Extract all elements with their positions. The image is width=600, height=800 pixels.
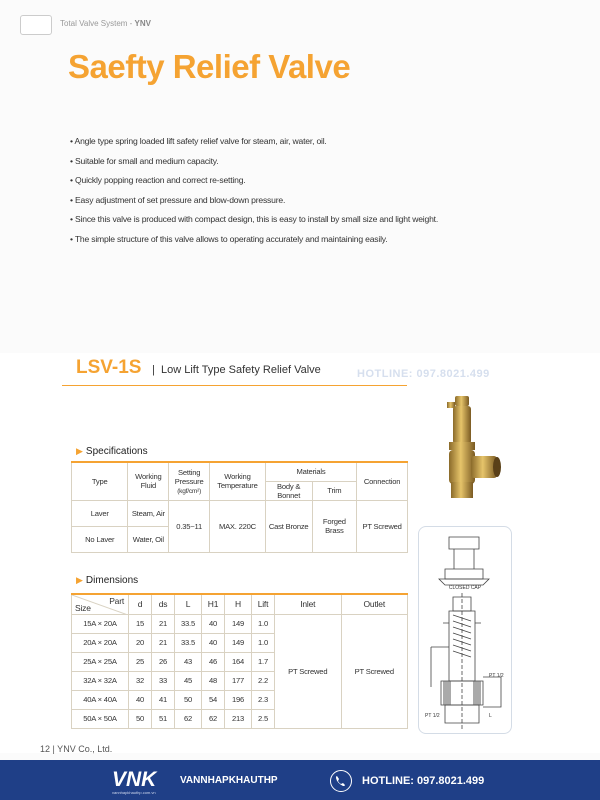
dim-cell-h: 149 — [225, 614, 252, 633]
feature-item: • Suitable for small and medium capacity. — [70, 156, 550, 166]
pt-label-inlet: PT 1/2 — [425, 713, 440, 719]
dim-inlet: PT Screwed — [275, 614, 342, 728]
dim-cell-h: 177 — [225, 671, 252, 690]
feature-item: • Quickly popping reaction and correct re-setting. — [70, 175, 550, 185]
header-tab-box — [20, 15, 52, 35]
table-row — [72, 500, 408, 526]
dim-cell-h: 149 — [225, 633, 252, 652]
technical-drawing — [419, 527, 511, 733]
spec-pressure: 0.35~11 — [169, 500, 210, 552]
feature-item: • Since this valve is produced with compact design, this is easy to install by small size and light weight. — [70, 214, 550, 224]
specifications-table — [71, 461, 408, 553]
dim-cell-l: 33.5 — [175, 614, 202, 633]
spec-header-connection: Connection — [357, 462, 408, 500]
dim-cell-size: 50A × 50A — [72, 709, 129, 728]
dim-cell-l: 33.5 — [175, 633, 202, 652]
specifications-heading: ▶ Specifications — [76, 446, 148, 457]
header-series: Total Valve System - YNV — [60, 19, 151, 28]
feature-item: • Angle type spring loaded lift safety relief valve for steam, air, water, oil. — [70, 136, 550, 146]
dim-cell-d: 20 — [129, 633, 152, 652]
dim-header-l: L — [175, 594, 202, 614]
dim-cell-d: 15 — [129, 614, 152, 633]
dim-header-size-part: Part Size — [72, 594, 129, 614]
dim-cell-l: 43 — [175, 652, 202, 671]
page-footer: 12 | YNV Co., Ltd. — [40, 744, 113, 754]
spec-fluid: Water, Oil — [128, 526, 169, 552]
dim-header-lift: Lift — [252, 594, 275, 614]
triangle-icon: ▶ — [76, 575, 83, 585]
dim-cell-ds: 41 — [152, 690, 175, 709]
spec-trim: Forged Brass — [312, 500, 357, 552]
pt-label-outlet: PT 1/2 — [489, 673, 504, 679]
logo-mark: VNK — [112, 768, 157, 791]
page-title: Saefty Relief Valve — [68, 48, 351, 85]
dim-cell-lift: 2.5 — [252, 709, 275, 728]
vnk-logo — [112, 767, 174, 795]
l-dimension-label: L — [489, 713, 492, 719]
dim-cell-size: 32A × 32A — [72, 671, 129, 690]
dim-cell-size: 40A × 40A — [72, 690, 129, 709]
dim-cell-d: 32 — [129, 671, 152, 690]
spec-header-materials: Materials — [265, 462, 356, 481]
dim-cell-h: 196 — [225, 690, 252, 709]
dim-cell-h1: 40 — [202, 633, 225, 652]
dim-cell-lift: 1.0 — [252, 614, 275, 633]
table-row — [72, 614, 408, 633]
spec-header-trim: Trim — [312, 481, 357, 500]
dim-header-inlet: Inlet — [275, 594, 342, 614]
dim-header-outlet: Outlet — [341, 594, 408, 614]
spec-connection: PT Screwed — [357, 500, 408, 552]
dimensions-table — [71, 593, 408, 729]
dim-cell-ds: 51 — [152, 709, 175, 728]
spec-header-fluid: Working Fluid — [128, 462, 169, 500]
dim-cell-d: 50 — [129, 709, 152, 728]
dim-cell-size: 25A × 25A — [72, 652, 129, 671]
dim-cell-h: 164 — [225, 652, 252, 671]
footer-brand: VANNHAPKHAUTHP — [180, 775, 278, 786]
spec-type: Laver — [72, 500, 128, 526]
dim-cell-h1: 46 — [202, 652, 225, 671]
dim-header-h: H — [225, 594, 252, 614]
dim-cell-lift: 2.3 — [252, 690, 275, 709]
feature-item: • The simple structure of this valve allows to operating accurately and maintaining easily. — [70, 234, 550, 244]
spec-header-type: Type — [72, 462, 128, 500]
dim-cell-l: 50 — [175, 690, 202, 709]
dim-cell-size: 15A × 20A — [72, 614, 129, 633]
dimensions-heading: ▶ Dimensions — [76, 575, 139, 586]
feature-list — [70, 136, 550, 253]
footer-hotline[interactable]: HOTLINE: 097.8021.499 — [362, 775, 485, 787]
dim-cell-h1: 54 — [202, 690, 225, 709]
phone-icon — [330, 770, 352, 792]
spec-header-temperature: Working Temperature — [210, 462, 266, 500]
spec-body: Cast Bronze — [265, 500, 312, 552]
dim-cell-ds: 33 — [152, 671, 175, 690]
dim-cell-lift: 2.2 — [252, 671, 275, 690]
dim-cell-h1: 48 — [202, 671, 225, 690]
dim-cell-d: 40 — [129, 690, 152, 709]
dim-cell-d: 25 — [129, 652, 152, 671]
dim-cell-l: 45 — [175, 671, 202, 690]
dim-header-d: d — [129, 594, 152, 614]
dim-cell-h1: 40 — [202, 614, 225, 633]
dim-cell-l: 62 — [175, 709, 202, 728]
dim-cell-ds: 26 — [152, 652, 175, 671]
product-name: | Low Lift Type Safety Relief Valve — [152, 364, 321, 376]
spec-header-pressure: Setting Pressure (kgf/cm²) — [169, 462, 210, 500]
spec-header-body: Body & Bonnet — [265, 481, 312, 500]
dim-cell-ds: 21 — [152, 614, 175, 633]
spec-fluid: Steam, Air — [128, 500, 169, 526]
dim-cell-lift: 1.7 — [252, 652, 275, 671]
valve-product-photo — [425, 394, 507, 506]
dim-cell-h1: 62 — [202, 709, 225, 728]
spec-temperature: MAX. 220C — [210, 500, 266, 552]
dim-outlet: PT Screwed — [341, 614, 408, 728]
dim-header-ds: ds — [152, 594, 175, 614]
product-model: LSV-1S — [76, 357, 142, 378]
watermark-hotline: HOTLINE: 097.8021.499 — [357, 368, 490, 380]
closed-cap-label: CLOSED CAP — [448, 585, 482, 591]
valve-cross-section-drawing — [418, 526, 512, 734]
logo-sub: vannhapkhauthp.com.vn — [112, 790, 156, 795]
footer-bar — [0, 760, 600, 800]
dim-header-h1: H1 — [202, 594, 225, 614]
dim-cell-ds: 21 — [152, 633, 175, 652]
dim-cell-lift: 1.0 — [252, 633, 275, 652]
dim-cell-h: 213 — [225, 709, 252, 728]
feature-item: • Easy adjustment of set pressure and blow-down pressure. — [70, 195, 550, 205]
spec-type: No Laver — [72, 526, 128, 552]
dim-cell-size: 20A × 20A — [72, 633, 129, 652]
triangle-icon: ▶ — [76, 446, 83, 456]
